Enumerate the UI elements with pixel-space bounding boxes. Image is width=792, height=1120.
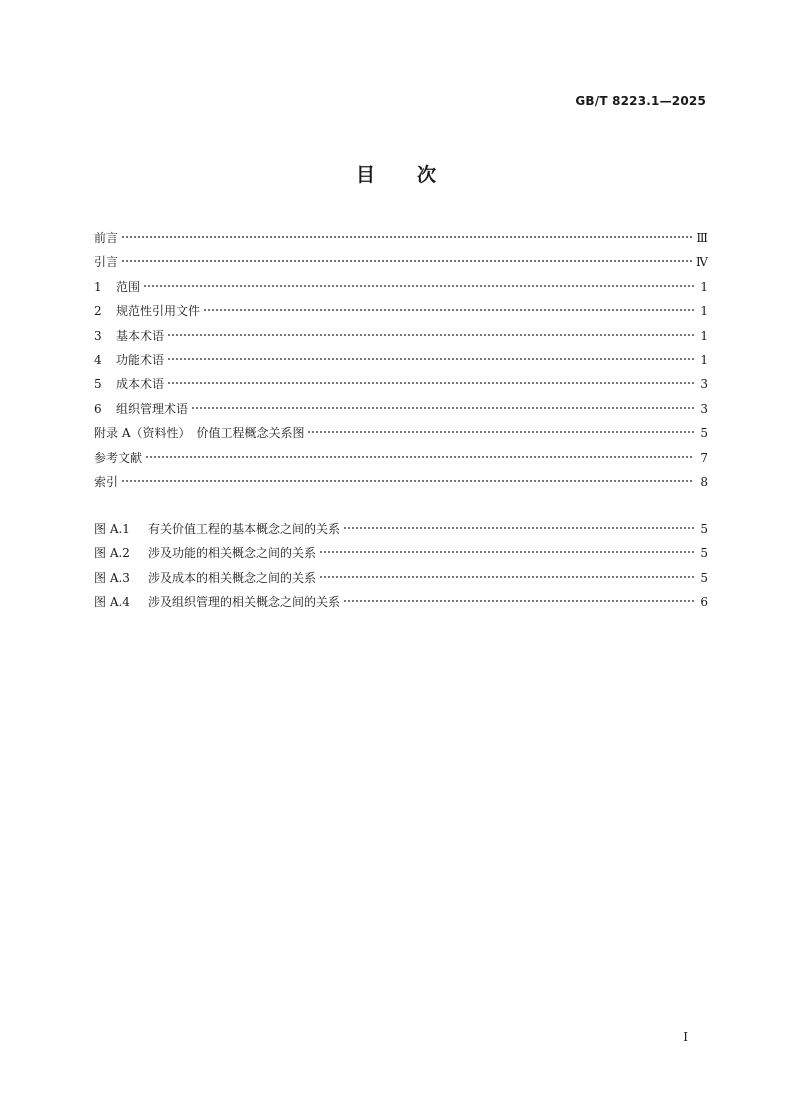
leader-dots <box>121 257 692 265</box>
leader-dots <box>319 548 694 556</box>
title-char-1: 目 <box>355 164 375 186</box>
toc-number: 4 <box>94 352 102 367</box>
toc-label: 参考文献 <box>94 450 143 465</box>
leader-dots <box>145 453 694 461</box>
figure-label: 有关价值工程的基本概念之间的关系 <box>148 522 341 536</box>
toc-label: 成本术语 <box>116 377 165 392</box>
toc-page-number: 1 <box>700 352 708 367</box>
toc-number: 3 <box>94 328 102 343</box>
toc-page-number: 5 <box>700 426 708 441</box>
toc-page-number: 8 <box>700 474 708 489</box>
toc-page-number: 1 <box>700 304 708 319</box>
figure-number: 图 A.4 <box>94 595 130 610</box>
title-char-2: 次 <box>417 164 437 186</box>
toc-label: 功能术语 <box>116 352 165 367</box>
table-of-contents <box>94 229 708 497</box>
toc-entry-introduction[interactable] <box>94 253 708 277</box>
leader-dots <box>121 477 694 485</box>
toc-number: 1 <box>94 279 102 294</box>
toc-entry-bibliography[interactable] <box>94 449 708 473</box>
figure-entry-a1[interactable] <box>94 520 708 544</box>
toc-page-number: 3 <box>700 377 708 392</box>
document-code: GB/T 8223.1—2025 <box>575 94 706 108</box>
toc-page-number: Ⅳ <box>696 255 708 270</box>
figure-number: 图 A.1 <box>94 522 130 536</box>
toc-entry-annex-a[interactable] <box>94 424 708 448</box>
toc-label: 组织管理术语 <box>116 401 189 416</box>
toc-page-number: Ⅲ <box>696 231 708 245</box>
toc-entry-management-terms[interactable] <box>94 400 708 424</box>
toc-label: 规范性引用文件 <box>116 304 201 319</box>
toc-page-number: 3 <box>700 401 708 416</box>
toc-entry-cost-terms[interactable] <box>94 375 708 399</box>
leader-dots <box>121 233 692 241</box>
leader-dots <box>319 573 694 581</box>
leader-dots <box>167 331 694 339</box>
leader-dots <box>343 524 694 532</box>
leader-dots <box>191 404 694 412</box>
figure-number: 图 A.3 <box>94 570 130 585</box>
toc-label: 范围 <box>116 279 141 294</box>
leader-dots <box>167 355 694 363</box>
toc-number: 5 <box>94 377 102 392</box>
figure-number: 图 A.2 <box>94 546 130 561</box>
leader-dots <box>307 428 694 436</box>
toc-page-number: 7 <box>700 450 708 465</box>
toc-number: 6 <box>94 401 102 416</box>
leader-dots <box>343 597 694 605</box>
figure-page-number: 5 <box>700 570 708 585</box>
toc-entry-basic-terms[interactable] <box>94 327 708 351</box>
figure-label: 涉及功能的相关概念之间的关系 <box>148 546 317 561</box>
toc-entry-foreword[interactable] <box>94 229 708 253</box>
toc-entry-normative-references[interactable] <box>94 302 708 326</box>
toc-label: 索引 <box>94 474 119 489</box>
figure-label: 涉及成本的相关概念之间的关系 <box>148 570 317 585</box>
toc-label: 引言 <box>94 255 119 270</box>
figure-entry-a3[interactable] <box>94 569 708 593</box>
page-number: I <box>683 1030 688 1044</box>
page-title <box>0 160 792 187</box>
figure-page-number: 5 <box>700 546 708 561</box>
toc-entry-scope[interactable] <box>94 278 708 302</box>
list-of-figures <box>94 520 708 618</box>
leader-dots <box>203 306 694 314</box>
toc-entry-function-terms[interactable] <box>94 351 708 375</box>
toc-entry-index[interactable] <box>94 473 708 497</box>
toc-label: 基本术语 <box>116 328 165 343</box>
toc-page-number: 1 <box>700 279 708 294</box>
figure-label: 涉及组织管理的相关概念之间的关系 <box>148 595 341 610</box>
leader-dots <box>143 282 694 290</box>
toc-label: 附录 A（资料性） 价值工程概念关系图 <box>94 426 305 441</box>
toc-label: 前言 <box>94 231 119 245</box>
leader-dots <box>167 379 694 387</box>
toc-number: 2 <box>94 304 102 319</box>
toc-page-number: 1 <box>700 328 708 343</box>
figure-page-number: 6 <box>700 595 708 610</box>
figure-entry-a4[interactable] <box>94 593 708 617</box>
figure-page-number: 5 <box>700 522 708 536</box>
figure-entry-a2[interactable] <box>94 544 708 568</box>
